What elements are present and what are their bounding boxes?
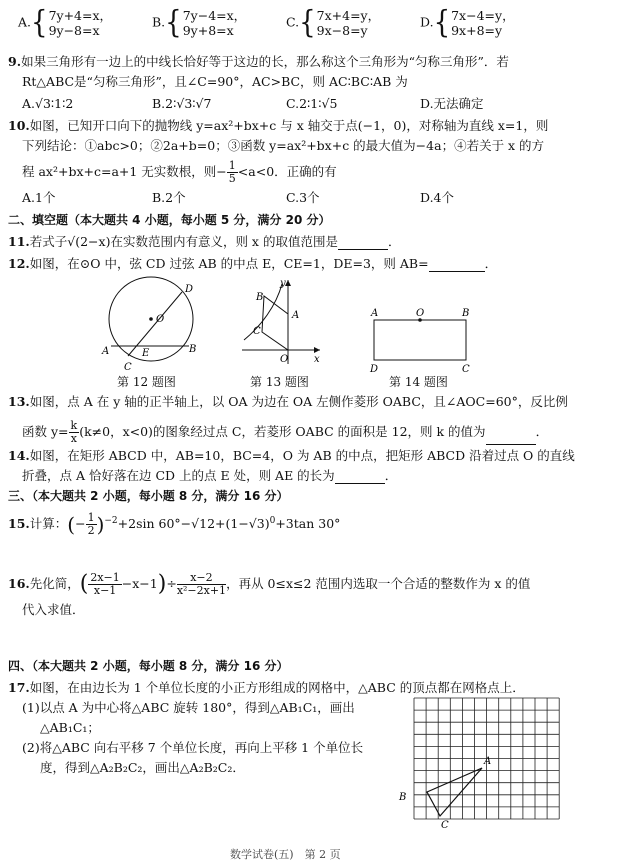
punctuation: ． [387, 234, 401, 249]
question-text: +2sin 60°−√12+(1−√3) [117, 516, 270, 531]
q9-option-b: B.2∶√3∶√7 [152, 96, 212, 111]
q9-option-a: A.√3∶1∶2 [22, 96, 74, 111]
punctuation: ． [484, 256, 498, 271]
exponent: −2 [104, 515, 118, 526]
label-c: C [462, 364, 470, 374]
fraction-numerator: 1 [228, 159, 236, 172]
figure-14-rectangle [364, 304, 476, 374]
question-number: 12. [8, 256, 30, 271]
label-d: D [185, 284, 194, 295]
q17-part1-line2: △AB₁C₁； [40, 720, 100, 735]
equation: 9x−8=y [316, 23, 368, 38]
paren: ( [67, 512, 76, 537]
figure-12-circle-diagram [96, 272, 206, 374]
fraction-numerator: k [70, 419, 78, 432]
question-text: 程 ax²+bx+c=a+1 无实数根，则− [22, 164, 227, 179]
section-heading-part-3: 三、（本大题共 2 小题，每小题 8 分，满分 16 分） [8, 489, 289, 503]
q10-option-d: D.4个 [420, 190, 455, 205]
equation: 7y+4=x， [48, 8, 113, 23]
q13-line1 [8, 394, 568, 410]
fraction [227, 160, 238, 185]
punctuation: ． [384, 468, 398, 483]
fraction-denominator: 2 [87, 524, 95, 537]
label-x: x [314, 354, 320, 365]
question-text: 如图，在由边长为 1 个单位长度的小正方形组成的网格中，△ABC 的顶点都在网格点上． [29, 680, 525, 695]
answer-blank[interactable] [338, 237, 388, 250]
equation: 9y+8=x [182, 23, 234, 38]
q10-option-a: A.1个 [22, 190, 56, 205]
equation: 7x−4=y， [451, 8, 515, 23]
q17-grid-figure [396, 696, 582, 830]
question-number: 13. [8, 394, 30, 409]
q10-line1 [8, 118, 548, 134]
figure-13-caption: 第 13 题图 [250, 375, 309, 389]
label-o: O [280, 354, 289, 365]
q17-part2-line2: 度，得到△A₂B₂C₂，画出△A₂B₂C₂． [40, 760, 245, 775]
equation: 7x+4=y， [316, 8, 381, 23]
question-text: ，再从 0≤x≤2 范围内选取一个合适的整数作为 x 的值 [226, 576, 531, 591]
q17-part2-line1: (2)将△ABC 向右平移 7 个单位长度，再向上平移 1 个单位长 [22, 740, 364, 755]
question-text: 如图，在矩形 ABCD 中，AB=10，BC=4，O 为 AB 的中点，把矩形 ABCD 沿着过点 O 的直线 [29, 448, 575, 463]
q17-line1 [8, 680, 525, 696]
triangle-abc [427, 768, 482, 816]
question-number: 16. [8, 576, 30, 591]
brace-icon: { [433, 4, 451, 41]
label-o: O [156, 314, 165, 325]
q10-line2: 下列结论：①abc>0；②2a+b=0；③函数 y=ax²+bx+c 的最大值为−4a；④若关于 x 的方 [22, 138, 545, 153]
label-b: B [189, 344, 197, 355]
q14-line2 [22, 468, 397, 484]
fraction-denominator: x [70, 432, 77, 445]
label-b: B [462, 308, 470, 319]
question-number: 17. [8, 680, 30, 695]
option-label: A. [18, 14, 32, 30]
fraction [177, 572, 226, 597]
sign: − [75, 516, 86, 531]
label-a: A [484, 756, 492, 767]
q16-line1: 16.先化简，( $\frac{2x-1}{x-1}$ −x−1)÷ $\frac{x-2}{\text{x²−2x+1}}$ ，再从 0≤x≤2 范围内选取一个合适的整数作为 x 的值 [8, 571, 531, 597]
q9-line1 [8, 54, 509, 70]
question-text: 如图，在⊙O 中，弦 CD 过弦 AB 的中点 E，CE=1，DE=3，则 AB= [29, 256, 429, 271]
fraction-denominator: x²−2x+1 [176, 584, 227, 597]
section-heading-fill-blank: 二、填空题（本大题共 4 小题，每小题 5 分，满分 20 分） [8, 213, 331, 227]
question-text: 函数 y= [22, 424, 69, 439]
q14-line1 [8, 448, 575, 464]
question-number: 10. [8, 118, 30, 133]
fraction-numerator: 2x−1 [90, 571, 120, 584]
question-text: <a<0．正确的有 [237, 164, 337, 179]
figure-13-rhombus-hyperbola [236, 276, 326, 368]
label-y: y [280, 278, 286, 289]
question-text: 如图，点 A 在 y 轴的正半轴上，以 OA 为边在 OA 左侧作菱形 OABC，且∠AOC=60°，反比例 [29, 394, 568, 409]
q8-option-b [152, 4, 247, 41]
question-text: 先化简， [29, 576, 80, 591]
figure-12-caption: 第 12 题图 [117, 375, 176, 389]
q11 [8, 234, 400, 250]
answer-blank[interactable] [429, 259, 485, 272]
fraction-denominator: 5 [228, 172, 236, 185]
label-b: B [256, 292, 264, 303]
question-number: 14. [8, 448, 30, 463]
question-text: +3tan 30° [275, 516, 341, 531]
q9-option-c: C.2∶1∶√5 [286, 96, 338, 111]
fraction [69, 420, 80, 445]
label-c: C [124, 362, 132, 373]
q8-option-a [18, 4, 113, 41]
brace-icon: { [165, 4, 182, 41]
section-heading-part-4: 四、（本大题共 2 小题，每小题 8 分，满分 16 分） [8, 659, 289, 673]
label-b: B [399, 792, 407, 803]
page-footer: 数学试卷(五) 第 2 页 [230, 848, 341, 861]
question-text: 折叠，点 A 恰好落在边 CD 上的点 E 处，则 AE 的长为 [22, 468, 335, 483]
label-c: C [253, 326, 261, 337]
figure-14-caption: 第 14 题图 [389, 375, 448, 389]
answer-blank[interactable] [335, 471, 385, 484]
punctuation: ． [535, 424, 549, 439]
label-a: A [102, 346, 110, 357]
label-e: E [142, 348, 150, 359]
label-d: D [370, 364, 379, 374]
option-label: C. [286, 14, 300, 30]
q16-line2: 代入求值． [22, 602, 85, 617]
q9-option-d: D.无法确定 [420, 96, 484, 111]
question-text: 若式子√(2−x)在实数范围内有意义，则 x 的取值范围是 [29, 234, 338, 249]
q8-option-c [286, 4, 381, 41]
paren: ) [96, 512, 105, 537]
question-number: 11. [8, 234, 30, 249]
exponent: 0 [269, 515, 276, 526]
option-label: D. [420, 14, 434, 30]
q8-option-d [420, 4, 515, 41]
q12 [8, 256, 497, 272]
question-number: 9. [8, 54, 22, 69]
q15 [8, 512, 340, 537]
option-label: B. [152, 14, 166, 30]
fraction [88, 572, 121, 597]
answer-blank[interactable] [486, 432, 536, 445]
fraction-numerator: 1 [87, 511, 95, 524]
q10-option-c: C.3个 [286, 190, 320, 205]
question-text: −x−1 [121, 576, 158, 591]
equation: 9x+8=y [451, 23, 503, 38]
brace-icon: { [31, 4, 48, 41]
fraction-numerator: x−2 [177, 572, 226, 585]
q10-line3 [22, 160, 337, 185]
label-c: C [441, 820, 449, 830]
question-text: 如果三角形有一边上的中线长恰好等于这边的长，那么称这个三角形为“匀称三角形”．若 [21, 54, 509, 69]
label-a: A [371, 308, 379, 319]
label-o: O [416, 308, 425, 319]
equation: 7y−4=x， [182, 8, 247, 23]
q9-line2: Rt△ABC是“匀称三角形”，且∠C=90°，AC>BC，则 AC∶BC∶AB 为 [22, 74, 408, 89]
q10-option-b: B.2个 [152, 190, 186, 205]
fraction-denominator: x−1 [93, 584, 117, 597]
equation: 9y−8=x [48, 23, 100, 38]
fraction [86, 512, 97, 537]
question-number: 15. [8, 516, 30, 531]
question-text: 计算： [29, 516, 68, 531]
divide-sign: ÷ [166, 576, 177, 591]
question-text: 如图，已知开口向下的抛物线 y=ax²+bx+c 与 x 轴交于点(−1，0)，对称轴为直线 x=1，则 [29, 118, 549, 133]
label-a: A [292, 310, 300, 321]
brace-icon: { [299, 4, 316, 41]
q13-line2 [22, 420, 548, 445]
question-text: (k≠0，x<0)的图象经过点 C，若菱形 OABC 的面积是 12，则 k 的值为 [79, 424, 486, 439]
q17-part1-line1: (1)以点 A 为中心将△ABC 旋转 180°，得到△AB₁C₁，画出 [22, 700, 355, 715]
